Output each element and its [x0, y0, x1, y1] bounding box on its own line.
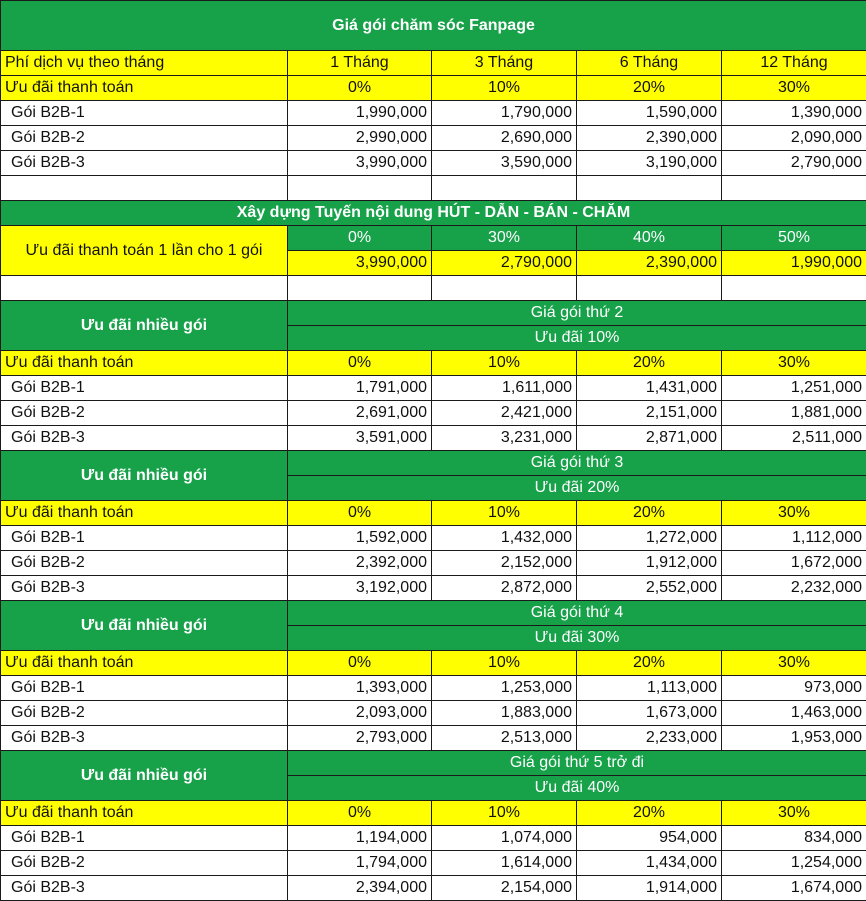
table-row: [1, 151, 866, 176]
empty-cell: [722, 176, 866, 201]
price-cell: 2,871,000: [577, 426, 722, 451]
price-cell: 1,791,000: [288, 376, 432, 401]
package-order-label: Giá gói thứ 3: [288, 451, 866, 476]
package-discount-note: Ưu đãi 40%: [288, 776, 866, 801]
price-cell: 1,673,000: [577, 701, 722, 726]
discount-rate: 10%: [432, 351, 577, 376]
price-cell: 1,390,000: [722, 101, 866, 126]
package-discount-note: Ưu đãi 30%: [288, 626, 866, 651]
price-cell: 2,511,000: [722, 426, 866, 451]
price-cell: 1,790,000: [432, 101, 577, 126]
price-cell: 2,151,000: [577, 401, 722, 426]
price-cell: 1,432,000: [432, 526, 577, 551]
package-name: Gói B2B-3: [1, 426, 288, 451]
table-row: [1, 126, 866, 151]
package-name: Gói B2B-1: [1, 376, 288, 401]
payment-discount-label: Ưu đãi thanh toán: [1, 76, 288, 101]
payment-discount-label: Ưu đãi thanh toán: [1, 501, 288, 526]
content-route-title: Xây dựng Tuyến nội dung HÚT - DẪN - BÁN - CHĂM: [1, 201, 866, 226]
price-cell: 1,590,000: [577, 101, 722, 126]
fanpage-pricing-title: Giá gói chăm sóc Fanpage: [1, 1, 866, 51]
package-discount-note: Ưu đãi 10%: [288, 326, 866, 351]
price-cell: 2,090,000: [722, 126, 866, 151]
discount-rate: 10%: [432, 76, 577, 101]
discount-rate: 10%: [432, 801, 577, 826]
table-row: [1, 701, 866, 726]
price-cell: 1,914,000: [577, 876, 722, 901]
price-cell: 1,990,000: [288, 101, 432, 126]
price-cell: 1,672,000: [722, 551, 866, 576]
price-cell: 2,152,000: [432, 551, 577, 576]
price-cell: 1,254,000: [722, 851, 866, 876]
price-cell: 1,253,000: [432, 676, 577, 701]
discount-rate: 40%: [577, 226, 722, 251]
multi-package-title: Ưu đãi nhiều gói: [1, 751, 288, 801]
price-cell: 1,434,000: [577, 851, 722, 876]
price-cell: 1,990,000: [722, 251, 866, 276]
package-name: Gói B2B-1: [1, 526, 288, 551]
discount-rate: 20%: [577, 651, 722, 676]
price-cell: 2,552,000: [577, 576, 722, 601]
discount-rate: 10%: [432, 651, 577, 676]
package-name: Gói B2B-2: [1, 551, 288, 576]
empty-cell: [1, 276, 288, 301]
table-row: [1, 101, 866, 126]
package-name: Gói B2B-2: [1, 851, 288, 876]
package-name: Gói B2B-2: [1, 126, 288, 151]
month-header: 6 Tháng: [577, 51, 722, 76]
table-row: [1, 826, 866, 851]
price-cell: 1,194,000: [288, 826, 432, 851]
table-row: [1, 876, 866, 901]
price-cell: 1,881,000: [722, 401, 866, 426]
price-cell: 2,390,000: [577, 126, 722, 151]
table-row: [1, 676, 866, 701]
price-cell: 2,790,000: [432, 251, 577, 276]
table-row: [1, 551, 866, 576]
discount-rate: 30%: [432, 226, 577, 251]
discount-rate: 0%: [288, 501, 432, 526]
price-cell: 1,611,000: [432, 376, 577, 401]
discount-rate: 20%: [577, 501, 722, 526]
discount-rate: 0%: [288, 351, 432, 376]
price-cell: 1,251,000: [722, 376, 866, 401]
price-cell: 1,074,000: [432, 826, 577, 851]
table-row: [1, 376, 866, 401]
discount-rate: 0%: [288, 801, 432, 826]
discount-rate: 30%: [722, 801, 866, 826]
empty-cell: [577, 276, 722, 301]
package-order-label: Giá gói thứ 2: [288, 301, 866, 326]
empty-cell: [432, 276, 577, 301]
empty-cell: [288, 276, 432, 301]
table-row: [1, 726, 866, 751]
price-cell: 2,392,000: [288, 551, 432, 576]
price-cell: 2,421,000: [432, 401, 577, 426]
discount-rate: 20%: [577, 801, 722, 826]
price-cell: 3,192,000: [288, 576, 432, 601]
price-cell: 2,232,000: [722, 576, 866, 601]
discount-rate: 10%: [432, 501, 577, 526]
package-name: Gói B2B-2: [1, 401, 288, 426]
table-row: [1, 426, 866, 451]
price-cell: 1,883,000: [432, 701, 577, 726]
price-cell: 1,431,000: [577, 376, 722, 401]
price-cell: 1,794,000: [288, 851, 432, 876]
discount-rate: 30%: [722, 501, 866, 526]
empty-cell: [722, 276, 866, 301]
package-name: Gói B2B-1: [1, 826, 288, 851]
table-row: [1, 576, 866, 601]
price-cell: 3,231,000: [432, 426, 577, 451]
price-cell: 954,000: [577, 826, 722, 851]
price-cell: 2,513,000: [432, 726, 577, 751]
package-name: Gói B2B-3: [1, 151, 288, 176]
price-cell: 1,614,000: [432, 851, 577, 876]
month-header: 1 Tháng: [288, 51, 432, 76]
empty-cell: [577, 176, 722, 201]
multi-package-title: Ưu đãi nhiều gói: [1, 301, 288, 351]
price-cell: 2,691,000: [288, 401, 432, 426]
package-name: Gói B2B-1: [1, 676, 288, 701]
price-cell: 3,190,000: [577, 151, 722, 176]
package-order-label: Giá gói thứ 5 trở đi: [288, 751, 866, 776]
package-discount-note: Ưu đãi 20%: [288, 476, 866, 501]
price-cell: 2,790,000: [722, 151, 866, 176]
price-cell: 2,690,000: [432, 126, 577, 151]
payment-discount-label: Ưu đãi thanh toán: [1, 801, 288, 826]
price-cell: 2,872,000: [432, 576, 577, 601]
price-cell: 3,990,000: [288, 151, 432, 176]
price-cell: 2,990,000: [288, 126, 432, 151]
monthly-fee-label: Phí dịch vụ theo tháng: [1, 51, 288, 76]
package-name: Gói B2B-2: [1, 701, 288, 726]
table-row: [1, 401, 866, 426]
table-row: [1, 851, 866, 876]
price-cell: 1,463,000: [722, 701, 866, 726]
discount-rate: 0%: [288, 226, 432, 251]
price-cell: 2,154,000: [432, 876, 577, 901]
price-cell: 3,590,000: [432, 151, 577, 176]
discount-rate: 20%: [577, 351, 722, 376]
discount-rate: 30%: [722, 651, 866, 676]
price-cell: 1,592,000: [288, 526, 432, 551]
price-cell: 2,793,000: [288, 726, 432, 751]
empty-cell: [1, 176, 288, 201]
price-cell: 3,990,000: [288, 251, 432, 276]
discount-rate: 0%: [288, 651, 432, 676]
month-header: 3 Tháng: [432, 51, 577, 76]
package-name: Gói B2B-3: [1, 576, 288, 601]
empty-cell: [288, 176, 432, 201]
discount-rate: 30%: [722, 351, 866, 376]
price-cell: 2,390,000: [577, 251, 722, 276]
price-cell: 1,674,000: [722, 876, 866, 901]
empty-cell: [432, 176, 577, 201]
price-cell: 2,233,000: [577, 726, 722, 751]
package-name: Gói B2B-3: [1, 726, 288, 751]
payment-discount-label: Ưu đãi thanh toán: [1, 351, 288, 376]
discount-rate: 0%: [288, 76, 432, 101]
month-header: 12 Tháng: [722, 51, 866, 76]
one-time-payment-label: Ưu đãi thanh toán 1 lần cho 1 gói: [1, 226, 288, 276]
multi-package-title: Ưu đãi nhiều gói: [1, 601, 288, 651]
price-cell: 2,093,000: [288, 701, 432, 726]
price-cell: 973,000: [722, 676, 866, 701]
discount-rate: 50%: [722, 226, 866, 251]
multi-package-title: Ưu đãi nhiều gói: [1, 451, 288, 501]
price-cell: 1,113,000: [577, 676, 722, 701]
table-row: [1, 526, 866, 551]
package-name: Gói B2B-3: [1, 876, 288, 901]
package-name: Gói B2B-1: [1, 101, 288, 126]
price-cell: 1,953,000: [722, 726, 866, 751]
price-cell: 3,591,000: [288, 426, 432, 451]
price-cell: 1,272,000: [577, 526, 722, 551]
spacer-row: [1, 176, 866, 201]
payment-discount-label: Ưu đãi thanh toán: [1, 651, 288, 676]
price-cell: 2,394,000: [288, 876, 432, 901]
spacer-row: [1, 276, 866, 301]
package-order-label: Giá gói thứ 4: [288, 601, 866, 626]
discount-rate: 30%: [722, 76, 866, 101]
price-cell: 1,393,000: [288, 676, 432, 701]
price-cell: 834,000: [722, 826, 866, 851]
discount-rate: 20%: [577, 76, 722, 101]
price-cell: 1,112,000: [722, 526, 866, 551]
price-cell: 1,912,000: [577, 551, 722, 576]
